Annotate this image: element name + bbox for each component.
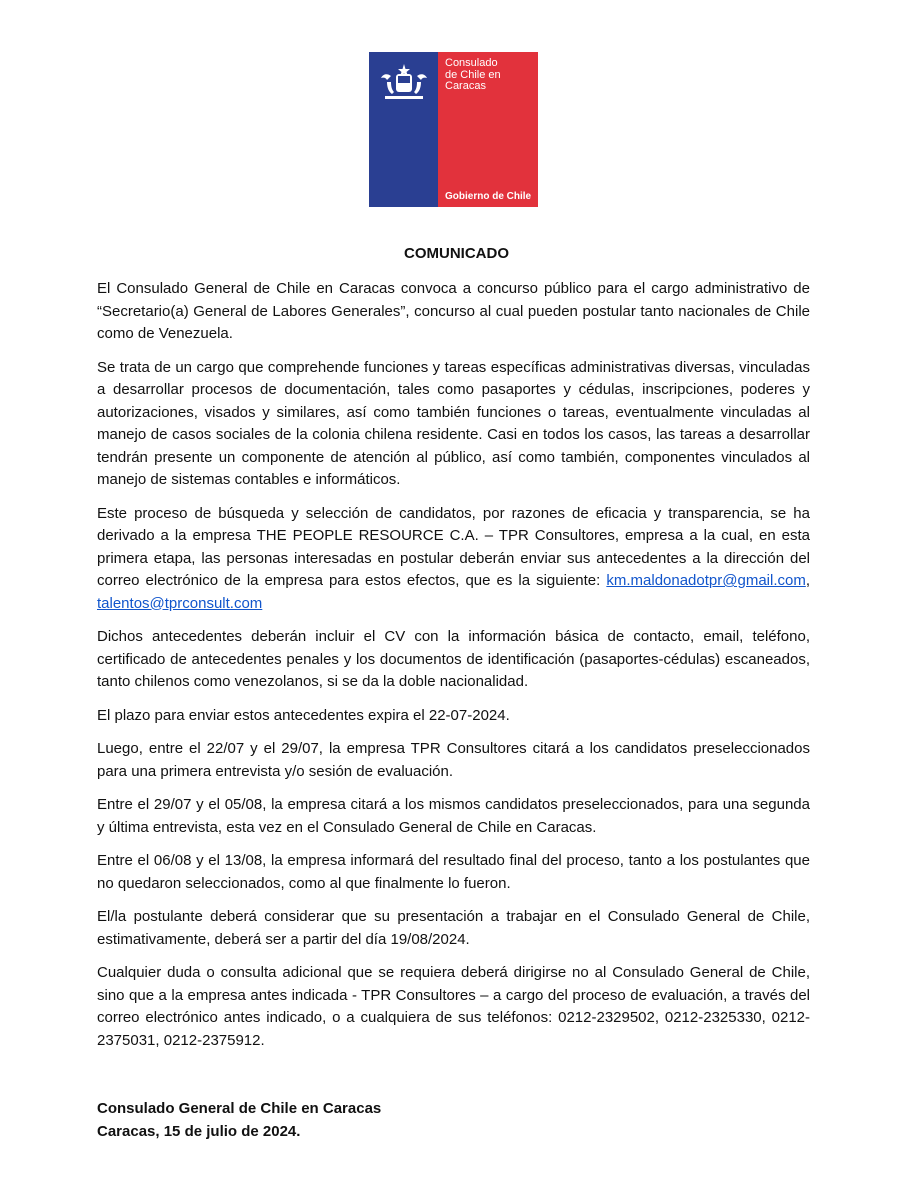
logo-line-1: Consulado <box>445 57 498 69</box>
signature-date: Caracas, 15 de julio de 2024. <box>97 1122 301 1140</box>
paragraph-start-date: El/la postulante deberá considerar que su presentación a trabajar en el Consulado General de Chile, estimativamente, deberá ser a partir del día 19/08/2024. <box>97 908 810 948</box>
logo-line-3: Caracas <box>445 80 486 92</box>
document-body <box>97 278 810 1063</box>
signature-block <box>97 1098 381 1143</box>
document-title: COMUNICADO <box>404 245 509 262</box>
selection-process-text: Este proceso de búsqueda y selección de candidatos, por razones de eficacia y transparencia, se ha derivado a la empresa THE PEOPLE RESOURCE C.A. – TPR Consultores, empresa a la cual, en esta primera etapa, las personas interesadas en postular deberán enviar sus antecedentes a la dirección del correo electrónico de la empresa para estos efectos, que es la siguiente: <box>97 504 810 589</box>
paragraph-first-interview: Luego, entre el 22/07 y el 29/07, la empresa TPR Consultores citará a los candidatos preseleccionados para una primera entrevista y/o sesión de evaluación. <box>97 740 810 780</box>
consulate-logo <box>369 52 538 207</box>
paragraph-selection-process <box>97 503 810 616</box>
email-link-talentos[interactable]: talentos@tprconsult.com <box>97 594 263 612</box>
logo-line-2: de Chile en <box>445 68 501 81</box>
paragraph-contact-info: Cualquier duda o consulta adicional que se requiera deberá dirigirse no al Consulado General de Chile, sino que a la empresa antes indicada - TPR Consultores – a cargo del proceso de evaluación, a través del correo electrónico antes indicado, o a cualquiera de sus teléfonos: 0212-2329502, 0212-2325330, 0212-2375031, 0212-2375912. <box>97 964 810 1049</box>
paragraph-deadline: El plazo para enviar estos antecedentes expira el 22-07-2024. <box>97 706 510 724</box>
coat-of-arms-icon <box>377 60 431 104</box>
paragraph-announcement: El Consulado General de Chile en Caracas convoca a concurso público para el cargo administrativo de “Secretario(a) General de Labores Generales”, concurso al cual pueden postular tanto nacionales de Chile como de Venezuela. <box>97 280 810 342</box>
paragraph-job-description: Se trata de un cargo que comprehende funciones y tareas específicas administrativas diversas, vinculadas a desarrollar procesos de documentación, tales como pasaportes y cédulas, inscripciones, poderes y autorizaciones, visados y similares, así como también funciones o tareas, eventualmente vinculadas al manejo de casos sociales de la colonia chilena residente. Casi en todos los casos, las tareas a desarrollar tendrán presente un componente de atención al público, así como también, componentes vinculados al manejo de sistemas contables e informáticos. <box>97 358 810 488</box>
paragraph-second-interview: Entre el 29/07 y el 05/08, la empresa citará a los mismos candidatos preseleccionados, para una segunda y última entrevista, esta vez en el Consulado General de Chile en Caracas. <box>97 796 810 836</box>
logo-blue-panel <box>369 52 438 207</box>
email-separator: , <box>805 572 810 589</box>
signature-issuer: Consulado General de Chile en Caracas <box>97 1100 382 1117</box>
paragraph-required-documents: Dichos antecedentes deberán incluir el CV con la información básica de contacto, email, teléfono, certificado de antecedentes penales y los documentos de identificación (pasaportes-cédulas) escaneados, tanto chilenos como venezolanos, si se da la doble nacionalidad. <box>97 628 810 690</box>
logo-consulate-name <box>445 58 535 93</box>
logo-government-label: Gobierno de Chile <box>445 191 532 202</box>
email-link-maldonado[interactable]: km.maldonadotpr@gmail.com <box>606 572 806 589</box>
paragraph-final-results: Entre el 06/08 y el 13/08, la empresa informará del resultado final del proceso, tanto a los postulantes que no quedaron seleccionados, como al que finalmente lo fueron. <box>97 852 810 892</box>
